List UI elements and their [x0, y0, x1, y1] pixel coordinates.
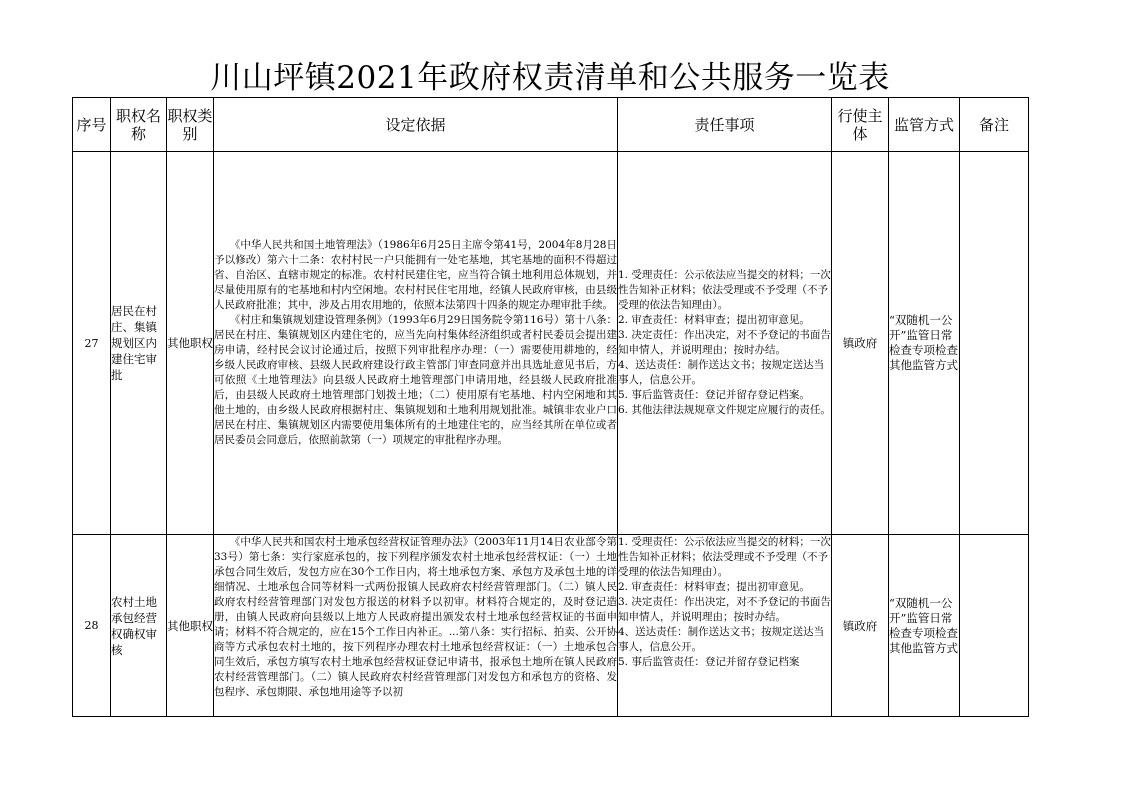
- responsibility-item: 6. 其他法律法规规章文件规定应履行的责任。: [618, 404, 831, 416]
- row-supervision: “双随机一公开”监管日常检查专项检查其他监管方式: [889, 535, 960, 717]
- basis-paragraph: 《中华人民共和国土地管理法》（1986年6月25日主席令第41号，2004年8月28日予以修改）第六十二条：农村村民一户只能拥有一处宅基地，其宅基地的面积不得超过省、自治区、直辖市规定的标准。农村村民建住宅，应当符合镇土地利用总体规划，并尽量使用原有的宅基地和村内空闲地。农村村民住宅用地，经镇人民政府审核，由县级人民政府批准；其中，涉及占用农用地的，依照本法第四十四条的规定办理审批手续。: [214, 239, 617, 311]
- row-name: 居民在村庄、集镇规划区内建住宅审批: [111, 152, 167, 535]
- row-basis: [214, 535, 618, 717]
- header-responsibility: 责任事项: [618, 98, 832, 152]
- basis-paragraph: 《中华人民共和国农村土地承包经营权证管理办法》（2003年11月14日农业部令第33号）第七条：实行家庭承包的，按下列程序颁发农村土地承包经营权证：（一）土地承包合同生效后，发包方应在30个工作日内，将土地承包方案、承包方及承包土地的详细情况、土地承包合同等材料一式两份报镇人民政府农村经营管理部门。（二）镇人民政府农村经营管理部门对发包方报送的材料予以初审。材料符合规定的，及时登记造册，由镇人民政府向县级以上地方人民政府提出颁发农村土地承包经营权证的书面申请；材料不符合规定的，应在15个工作日内补正。...第八条：实行招标、拍卖、公开协商等方式承包农村土地的，按下列程序办理农村土地承包经营权证：（一）土地承包合同生效后，承包方填写农村土地承包经营权证登记申请书，报承包土地所在镇人民政府农村经营管理部门。（二）镇人民政府农村经营管理部门对发包方和承包方的资格、发包程序、承包期限、承包地用途等予以初: [214, 536, 617, 698]
- table-row: [73, 535, 1029, 717]
- header-supervision: 监管方式: [889, 98, 960, 152]
- responsibility-item: 2. 审查责任：材料审查；提出初审意见。: [618, 314, 810, 326]
- responsibility-item: 4、送达责任：制作送达文书；按规定送达当事人，信息公开。: [618, 359, 825, 386]
- row-remark: [960, 535, 1029, 717]
- header-no: 序号: [73, 98, 111, 152]
- row-type: 其他职权: [167, 535, 214, 717]
- basis-paragraph: 《村庄和集镇规划建设管理条例》（1993年6月29日国务院令第116号）第十八条：居民在村庄、集镇规划区内建住宅的，应当先向村集体经济组织或者村民委员会提出建房申请，经村民会议讨论通过后，按照下列审批程序办理：（一）需要使用耕地的，经乡级人民政府审核、县级人民政府建设行政主管部门审查同意并出具选址意见书后，方可依照《土地管理法》向县级人民政府土地管理部门申请用地，经县级人民政府批准后，由县级人民政府土地管理部门划拨土地；（二）使用原有宅基地、村内空闲地和其他土地的，由乡级人民政府根据村庄、集镇规划和土地利用规划批准。城镇非农业户口居民在村庄、集镇规划区内需要使用集体所有的土地建住宅的，应当经其所在单位或者居民委员会同意后，依照前款第（一）项规定的审批程序办理。: [214, 314, 617, 446]
- header-actor: 行使主体: [832, 98, 889, 152]
- rights-table: [72, 97, 1029, 717]
- responsibility-item: 5. 事后监管责任：登记并留存登记档案。: [618, 389, 810, 401]
- responsibility-item: 5. 事后监管责任：登记并留存登记档案: [618, 656, 800, 668]
- row-remark: [960, 152, 1029, 535]
- row-responsibility: [618, 535, 832, 717]
- table-row: [73, 152, 1029, 535]
- row-basis: [214, 152, 618, 535]
- page-title: 川山坪镇2021年政府权责清单和公共服务一览表: [210, 60, 890, 96]
- responsibility-item: 1. 受理责任：公示依法应当提交的材料；一次性告知补正材料；依法受理或不予受理（不予受理的依法告知理由）。: [618, 269, 831, 311]
- row-no: 27: [73, 152, 111, 535]
- responsibility-item: 1. 受理责任：公示依法应当提交的材料；一次性告知补正材料；依法受理或不予受理（不予受理的依法告知理由）。: [618, 536, 831, 578]
- row-no: 28: [73, 535, 111, 717]
- responsibility-item: 3. 决定责任：作出决定，对不予登记的书面告知申情人，并说明理由；按时办结。: [618, 329, 831, 356]
- row-supervision: “双随机一公开”监管日常检查专项检查其他监管方式: [889, 152, 960, 535]
- responsibility-item: 2. 审查责任：材料审查；提出初审意见。: [618, 581, 810, 593]
- row-actor: 镇政府: [832, 152, 889, 535]
- header-type: 职权类别: [167, 98, 214, 152]
- responsibility-item: 3. 决定责任：作出决定，对不予登记的书面告知申情人，并说明理由；按时办结。: [618, 596, 831, 623]
- row-type: 其他职权: [167, 152, 214, 535]
- row-actor: 镇政府: [832, 535, 889, 717]
- responsibility-item: 4、送达责任：制作送达文书；按规定送达当事人，信息公开。: [618, 626, 825, 653]
- header-row: [73, 98, 1029, 152]
- header-basis: 设定依据: [214, 98, 618, 152]
- header-name: 职权名称: [111, 98, 167, 152]
- row-responsibility: [618, 152, 832, 535]
- header-remark: 备注: [960, 98, 1029, 152]
- row-name: 农村土地承包经营权确权审核: [111, 535, 167, 717]
